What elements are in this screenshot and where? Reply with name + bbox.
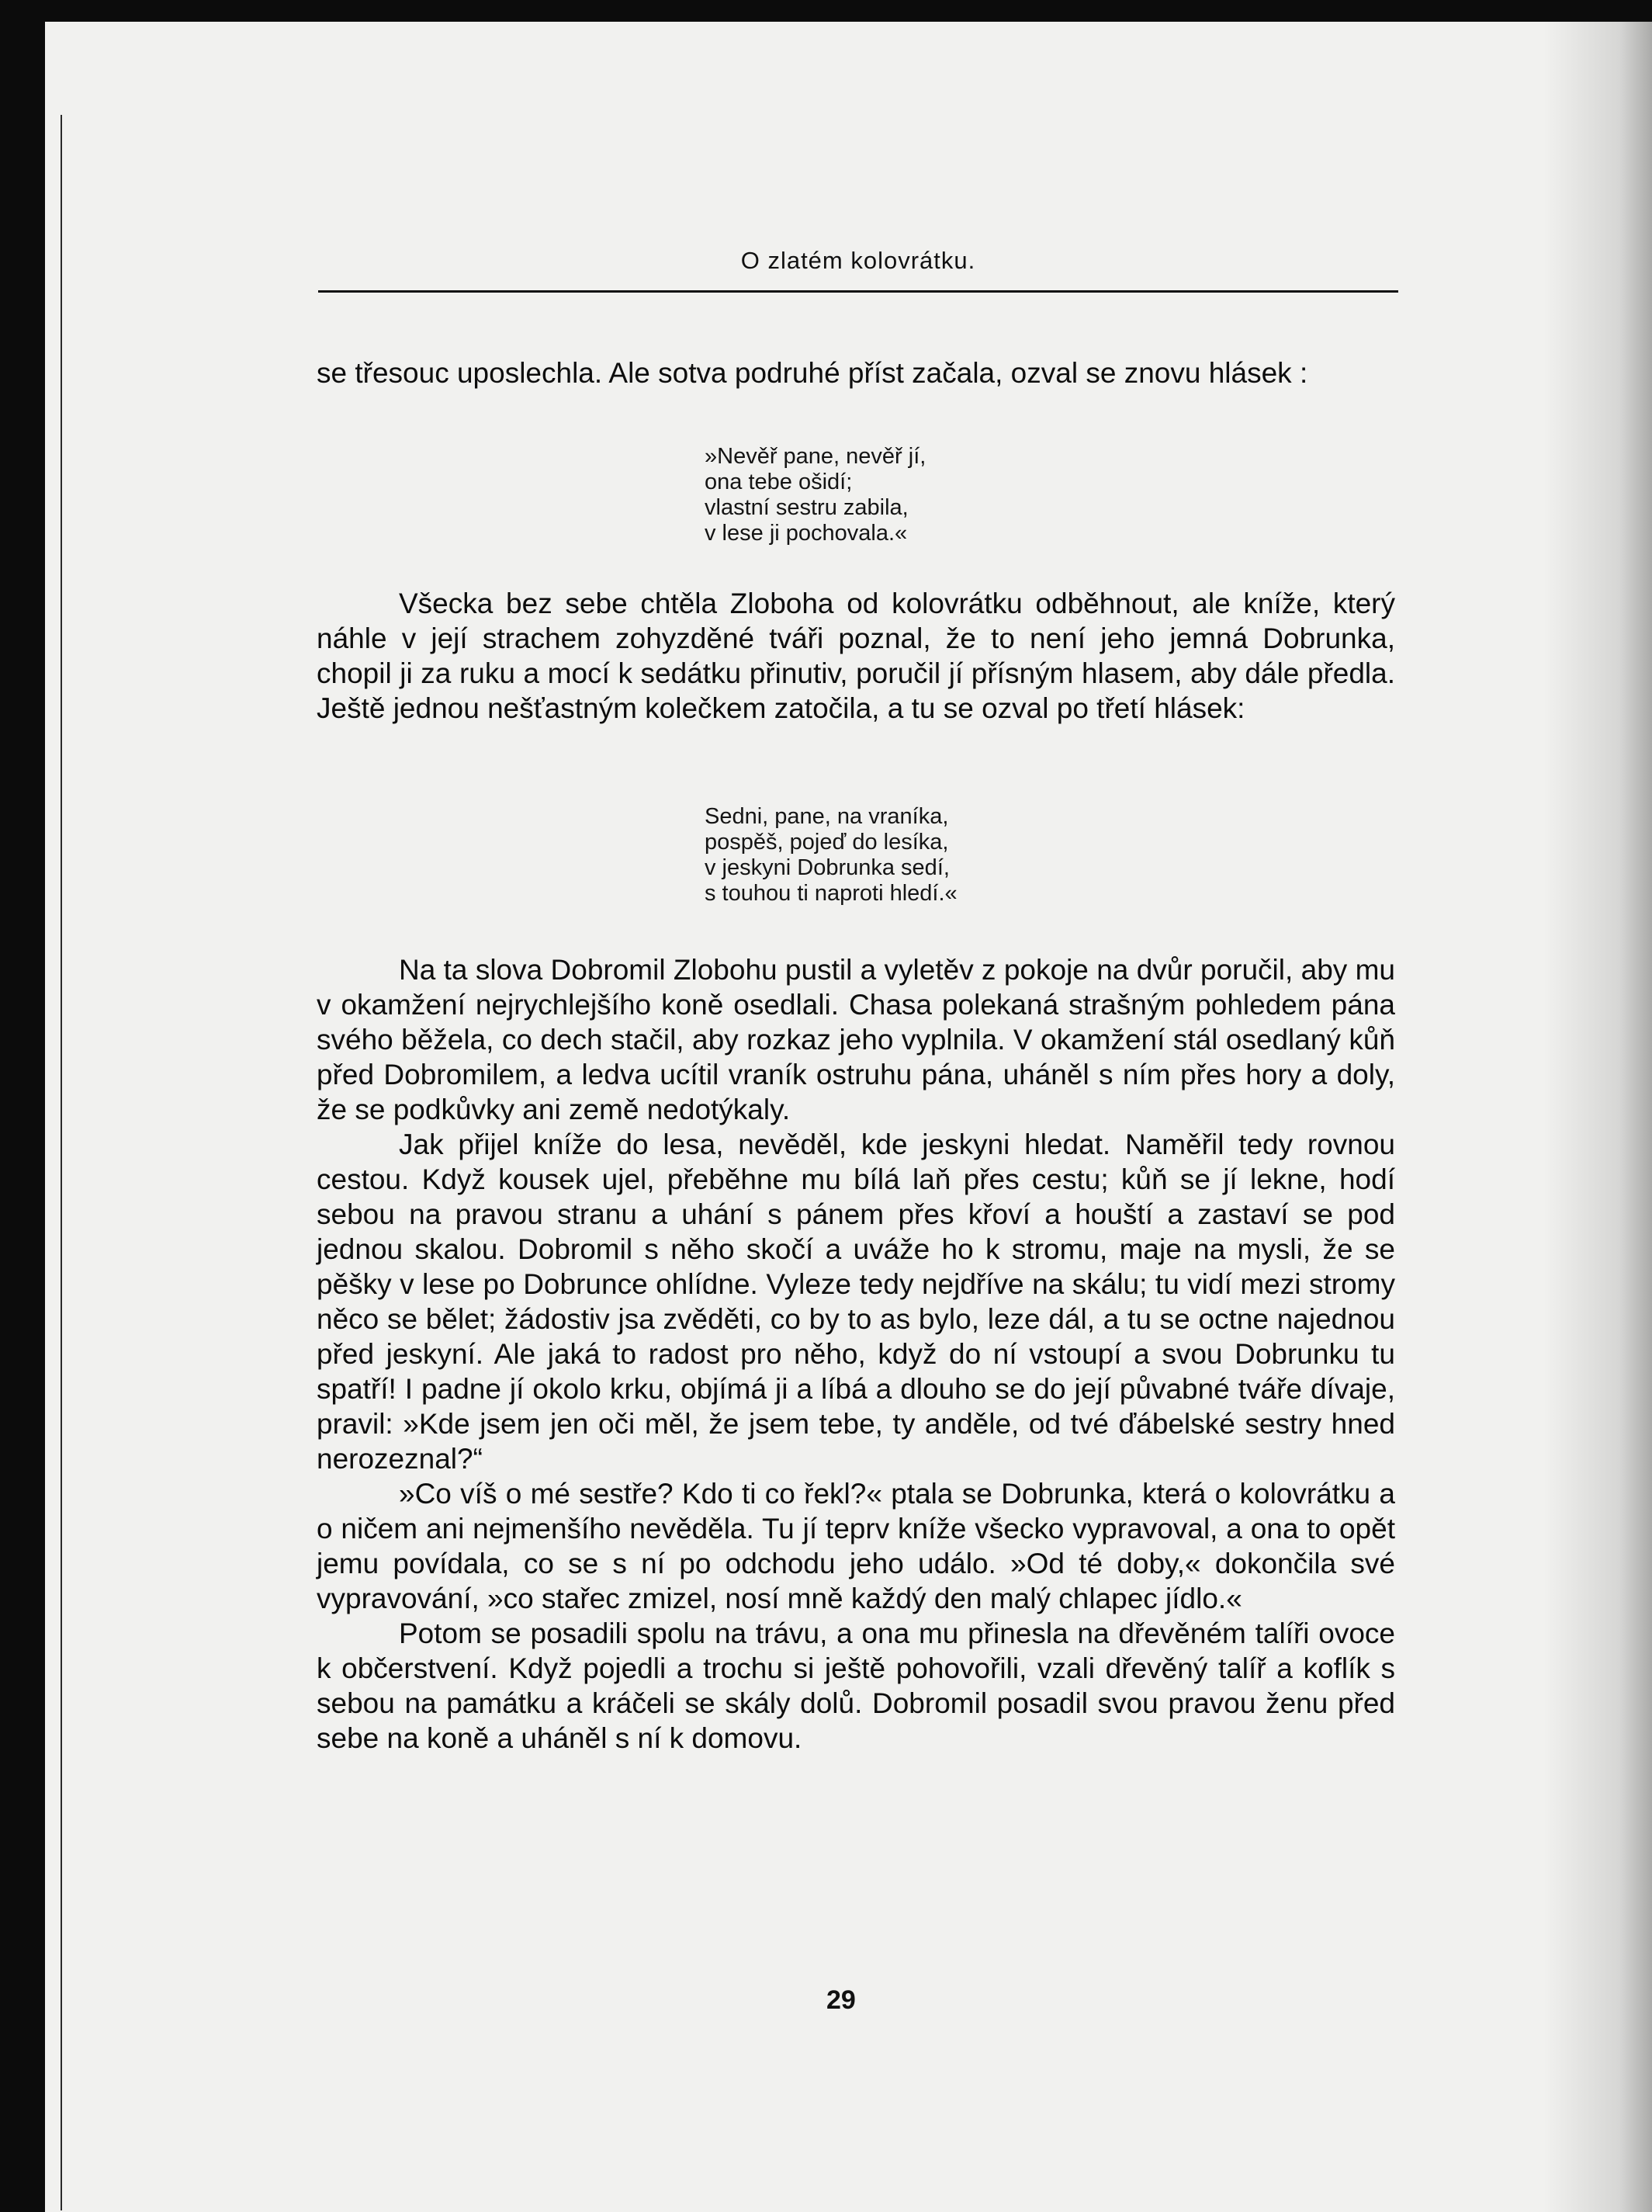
page-number: 29 <box>826 1985 856 2015</box>
page-edge-shadow <box>1543 22 1652 2212</box>
verse-line: v lese ji pochovala.« <box>705 521 908 546</box>
paragraph: Potom se posadili spolu na trávu, a ona mu přinesla na dřevěném talíři ovoce k občerstvení. Když pojedli a trochu si ještě pohovořili, vzali dřevěný talíř a koflík s sebou na památku a kráčeli se skály dolů. Dobromil posadil svou pravou ženu před sebe na koně a uháněl s ní k domovu. <box>317 1617 1395 1754</box>
verse-line: Sedni, pane, na vraníka, <box>705 804 949 829</box>
running-head: O zlatém kolovrátku. <box>740 247 976 274</box>
verse-line: »Nevěř pane, nevěř jí, <box>705 444 926 469</box>
header-rule <box>318 290 1398 293</box>
page-edge-line <box>61 115 62 2210</box>
text-block-2 <box>317 586 1395 726</box>
verse-line: v jeskyni Dobrunka sedí, <box>705 855 950 880</box>
paragraph: Jak přijel kníže do lesa, nevěděl, kde jeskyni hledat. Naměřil tedy rovnou cestou. Když kousek ujel, přeběhne mu bílá laň přes cestu; kůň se jí lekne, hodí sebou na pravou stranu a uhání s pánem přes křoví a houští a zastaví se pod jednou skalou. Dobromil s něho skočí a uváže ho k stromu, maje na mysli, že se pěšky v lese po Dobrunce ohlídne. Vyleze tedy nejdříve na skálu; tu vidí mezi stromy něco se bělet; žádostiv jsa zvěděti, co by to as bylo, leze dál, a tu se octne najednou před jeskyní. Ale jaká to radost pro něho, když do ní vstoupí a svou Dobrunku tu spatří! I padne jí okolo krku, objímá ji a líbá a dlouho se do její půvabné tváře dívaje, pravil: »Kde jsem jen oči měl, že jsem tebe, ty anděle, od tvé ďábelské sestry hned nerozeznal?“ <box>317 1129 1395 1475</box>
verse-2 <box>705 804 958 907</box>
verse-line: pospěš, pojeď do lesíka, <box>705 830 949 855</box>
verse-1 <box>705 444 926 546</box>
paragraph: Všecka bez sebe chtěla Zloboha od kolovrátku odběhnout, ale kníže, který náhle v její strachem zohyzděné tváři poznal, že to není jeho jemná Dobrunka, chopil ji za ruku a mocí k sedátku přinutiv, poručil jí přísným hlasem, aby dále předla. Ještě jednou nešťastným kolečkem zatočila, a tu se ozval po třetí hlásek: <box>317 588 1395 724</box>
text-block-3 <box>317 952 1395 1756</box>
paragraph: »Co víš o mé sestře? Kdo ti co řekl?« ptala se Dobrunka, která o kolovrátku a o ničem ani nejmenšího nevěděla. Tu jí teprv kníže všecko vypravoval, a ona to opět jemu povídala, co se s ní po odchodu jeho událo. »Od té doby,« dokončila své vypravování, »co stařec zmizel, nosí mně každý den malý chlapec jídlo.« <box>317 1478 1395 1614</box>
text-block-1 <box>317 355 1395 390</box>
verse-line: ona tebe ošidí; <box>705 470 853 494</box>
verse-line: vlastní sestru zabila, <box>705 495 909 520</box>
verse-line: s touhou ti naproti hledí.« <box>705 881 958 906</box>
book-page <box>45 22 1652 2212</box>
paragraph: se třesouc uposlechla. Ale sotva podruhé příst začala, ozval se znovu hlásek : <box>317 357 1308 389</box>
paragraph: Na ta slova Dobromil Zlobohu pustil a vyletěv z pokoje na dvůr poručil, aby mu v okamžení nejrychlejšího koně osedlali. Chasa polekaná strašným pohledem pána svého běžela, co dech stačil, aby rozkaz jeho vyplnila. V okamžení stál osedlaný kůň před Dobromilem, a ledva ucítil vraník ostruhu pána, uháněl s ním přes hory a doly, že se podkůvky ani země nedotýkaly. <box>317 954 1395 1125</box>
